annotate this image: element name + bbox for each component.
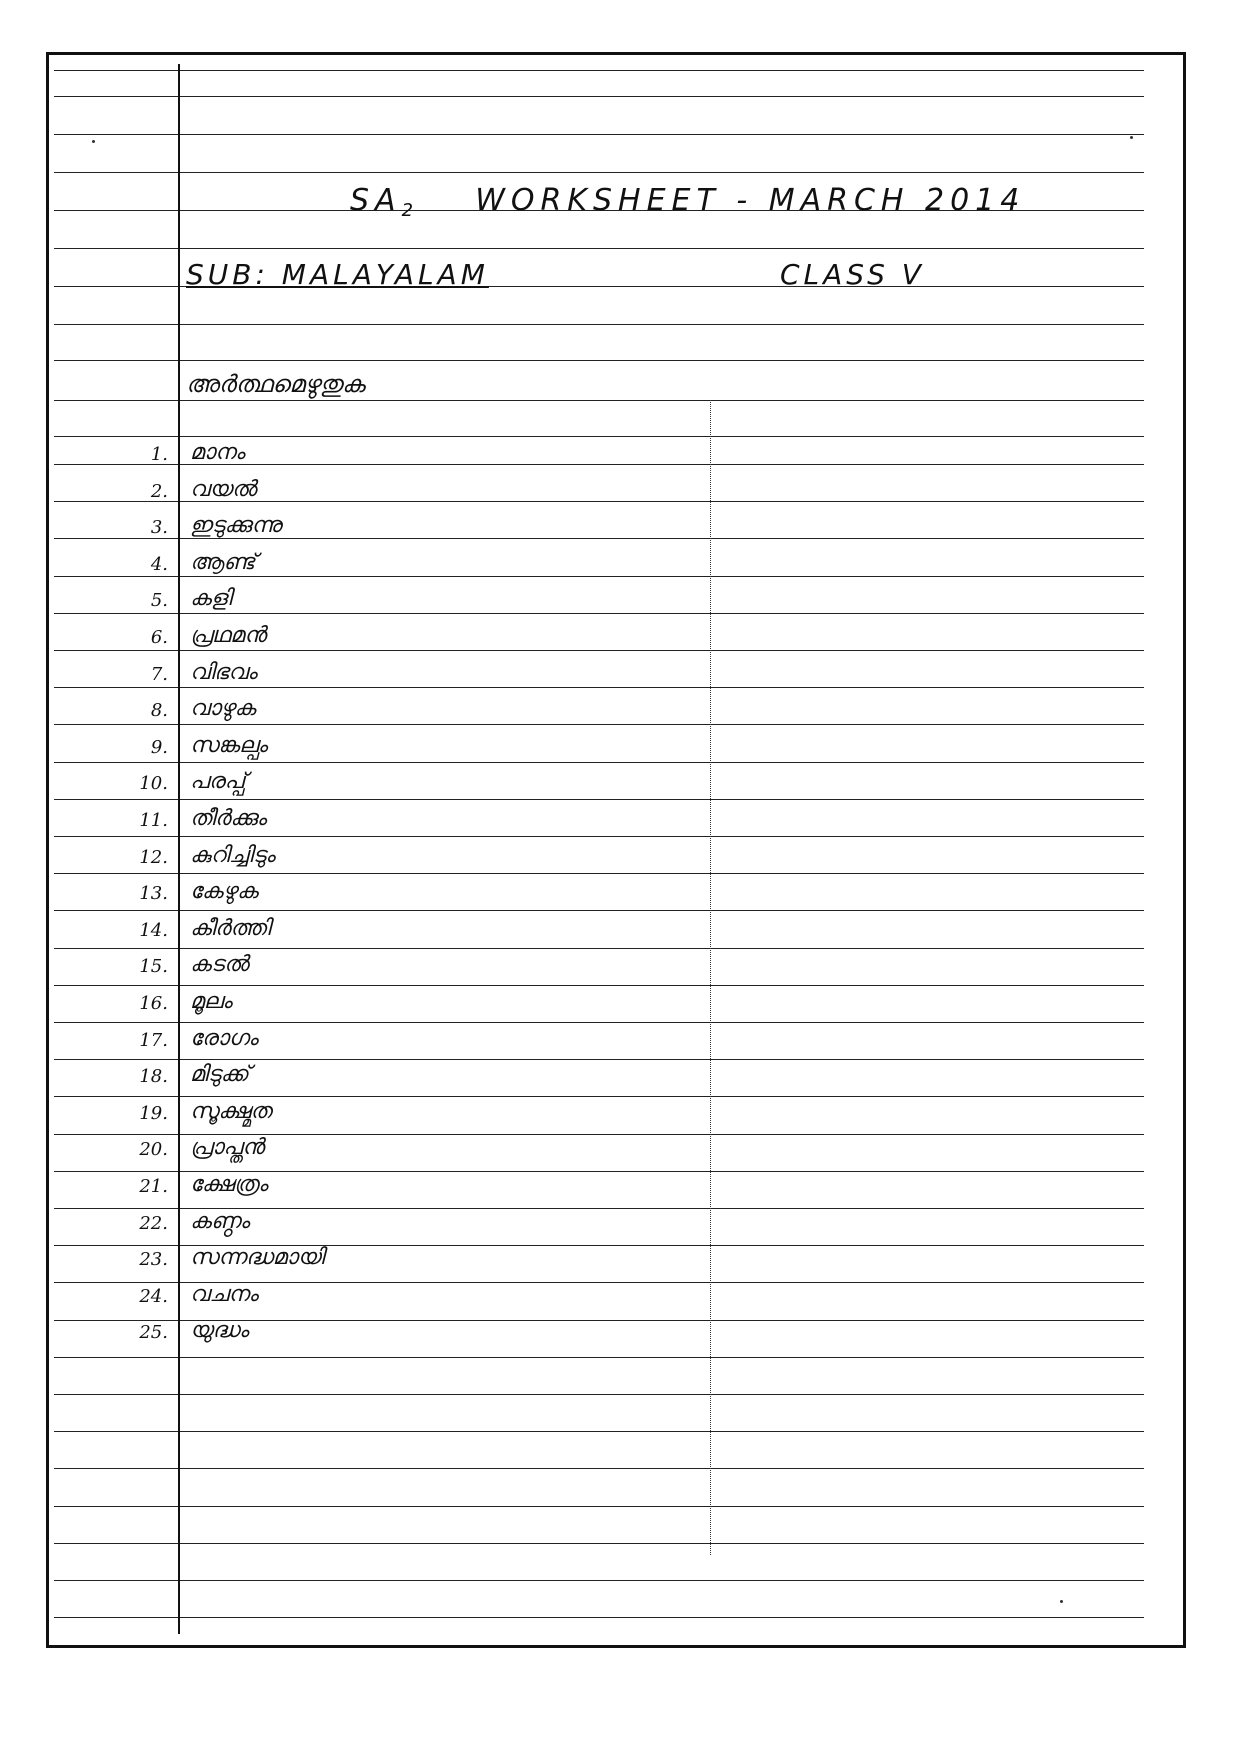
item-number: 23. bbox=[139, 1249, 168, 1271]
title-main: WORKSHEET - MARCH 2014 bbox=[475, 183, 1026, 218]
column-divider bbox=[710, 400, 711, 1555]
ruled-line bbox=[54, 1506, 1144, 1507]
paper-speck bbox=[1130, 136, 1133, 139]
item-number: 21. bbox=[139, 1176, 168, 1197]
ruled-line bbox=[54, 1468, 1144, 1469]
ruled-line bbox=[54, 1617, 1144, 1618]
item-word: വയൽ bbox=[190, 476, 257, 502]
item-number: 24. bbox=[139, 1285, 168, 1307]
title-subscript: 2 bbox=[401, 200, 414, 221]
item-word: ആണ്ട് bbox=[190, 549, 256, 575]
item-number: 6. bbox=[150, 627, 168, 648]
item-word: വചനം bbox=[190, 1281, 258, 1307]
ruled-line bbox=[54, 360, 1144, 361]
ruled-line bbox=[54, 1431, 1144, 1432]
item-number: 22. bbox=[139, 1212, 168, 1234]
ruled-line bbox=[54, 873, 1144, 874]
margin-line bbox=[178, 64, 180, 1634]
title-prefix: SA bbox=[350, 183, 402, 218]
ruled-line bbox=[54, 762, 1144, 763]
item-word: സന്നദ്ധമായി bbox=[190, 1245, 325, 1271]
ruled-line bbox=[54, 172, 1144, 173]
worksheet-title bbox=[350, 183, 1025, 221]
ruled-line bbox=[54, 687, 1144, 688]
instruction-heading: അർത്ഥമെഴുതുക bbox=[186, 370, 365, 398]
item-number: 8. bbox=[150, 700, 168, 722]
item-number: 15. bbox=[139, 956, 168, 978]
ruled-line bbox=[54, 96, 1144, 97]
ruled-line bbox=[54, 134, 1144, 135]
item-word: മൂലം bbox=[190, 989, 232, 1014]
class-label: CLASS V bbox=[780, 258, 925, 291]
item-number: 5. bbox=[150, 590, 168, 612]
ruled-line bbox=[54, 910, 1144, 911]
item-word: മാനം bbox=[190, 440, 245, 465]
item-word: കേഴുക bbox=[190, 879, 258, 905]
paper-speck bbox=[1060, 1600, 1063, 1603]
item-number: 7. bbox=[150, 663, 168, 685]
item-word: പ്രാപ്തൻ bbox=[190, 1135, 264, 1161]
item-number: 19. bbox=[139, 1102, 168, 1124]
subject-label: SUB: MALAYALAM bbox=[186, 258, 489, 291]
ruled-line bbox=[54, 799, 1144, 800]
item-word: സൂക്ഷ്മത bbox=[190, 1098, 272, 1124]
ruled-line bbox=[54, 70, 1144, 71]
ruled-line bbox=[54, 1357, 1144, 1358]
paper-speck bbox=[92, 140, 95, 143]
item-number: 2. bbox=[150, 480, 168, 502]
ruled-line bbox=[54, 538, 1144, 539]
item-number: 20. bbox=[139, 1139, 168, 1161]
ruled-line bbox=[54, 724, 1144, 725]
item-number: 12. bbox=[139, 846, 168, 868]
ruled-line bbox=[54, 948, 1144, 949]
ruled-line bbox=[54, 836, 1144, 837]
item-word: തീർക്കും bbox=[190, 806, 267, 831]
ruled-line bbox=[54, 1580, 1144, 1581]
item-number: 1. bbox=[150, 444, 168, 465]
item-word: വാഴുക bbox=[190, 696, 256, 722]
item-word: യുദ്ധം bbox=[190, 1318, 249, 1344]
ruled-line bbox=[54, 1096, 1144, 1097]
ruled-line bbox=[54, 248, 1144, 249]
item-number: 17. bbox=[139, 1029, 168, 1051]
item-number: 25. bbox=[139, 1322, 168, 1344]
ruled-line bbox=[54, 324, 1144, 325]
item-number: 11. bbox=[139, 810, 168, 831]
ruled-line bbox=[54, 613, 1144, 614]
item-word: ക്ഷേത്രം bbox=[190, 1172, 268, 1197]
item-word: കളി bbox=[190, 586, 232, 612]
ruled-line bbox=[54, 1543, 1144, 1544]
ruled-line bbox=[54, 1022, 1144, 1023]
item-number: 3. bbox=[150, 517, 168, 539]
ruled-line bbox=[54, 985, 1144, 986]
item-word: ഇടുക്കുന്നു bbox=[190, 513, 282, 539]
item-word: സങ്കല്പം bbox=[190, 732, 268, 758]
item-word: കുറിച്ചിടും bbox=[190, 842, 275, 868]
ruled-line bbox=[54, 1394, 1144, 1395]
item-word: പ്രഥമൻ bbox=[190, 623, 266, 648]
ruled-line bbox=[54, 576, 1144, 577]
item-number: 4. bbox=[150, 553, 168, 575]
ruled-line bbox=[54, 400, 1144, 401]
item-number: 16. bbox=[139, 993, 168, 1014]
ruled-line bbox=[54, 436, 1144, 437]
item-number: 13. bbox=[139, 883, 168, 905]
item-number: 9. bbox=[150, 736, 168, 758]
ruled-line bbox=[54, 650, 1144, 651]
item-number: 10. bbox=[139, 773, 168, 795]
item-word: കീർത്തി bbox=[190, 915, 271, 941]
item-number: 14. bbox=[139, 919, 168, 941]
item-word: കണ്ഠം bbox=[190, 1208, 250, 1234]
item-word: വിഭവം bbox=[190, 659, 257, 685]
item-word: പരപ്പ് bbox=[190, 769, 246, 795]
item-word: കടൽ bbox=[190, 952, 249, 978]
item-word: മിടുക്ക് bbox=[190, 1062, 249, 1088]
ruled-line bbox=[54, 1059, 1144, 1060]
item-word: രോഗം bbox=[190, 1025, 258, 1051]
item-number: 18. bbox=[139, 1066, 168, 1088]
